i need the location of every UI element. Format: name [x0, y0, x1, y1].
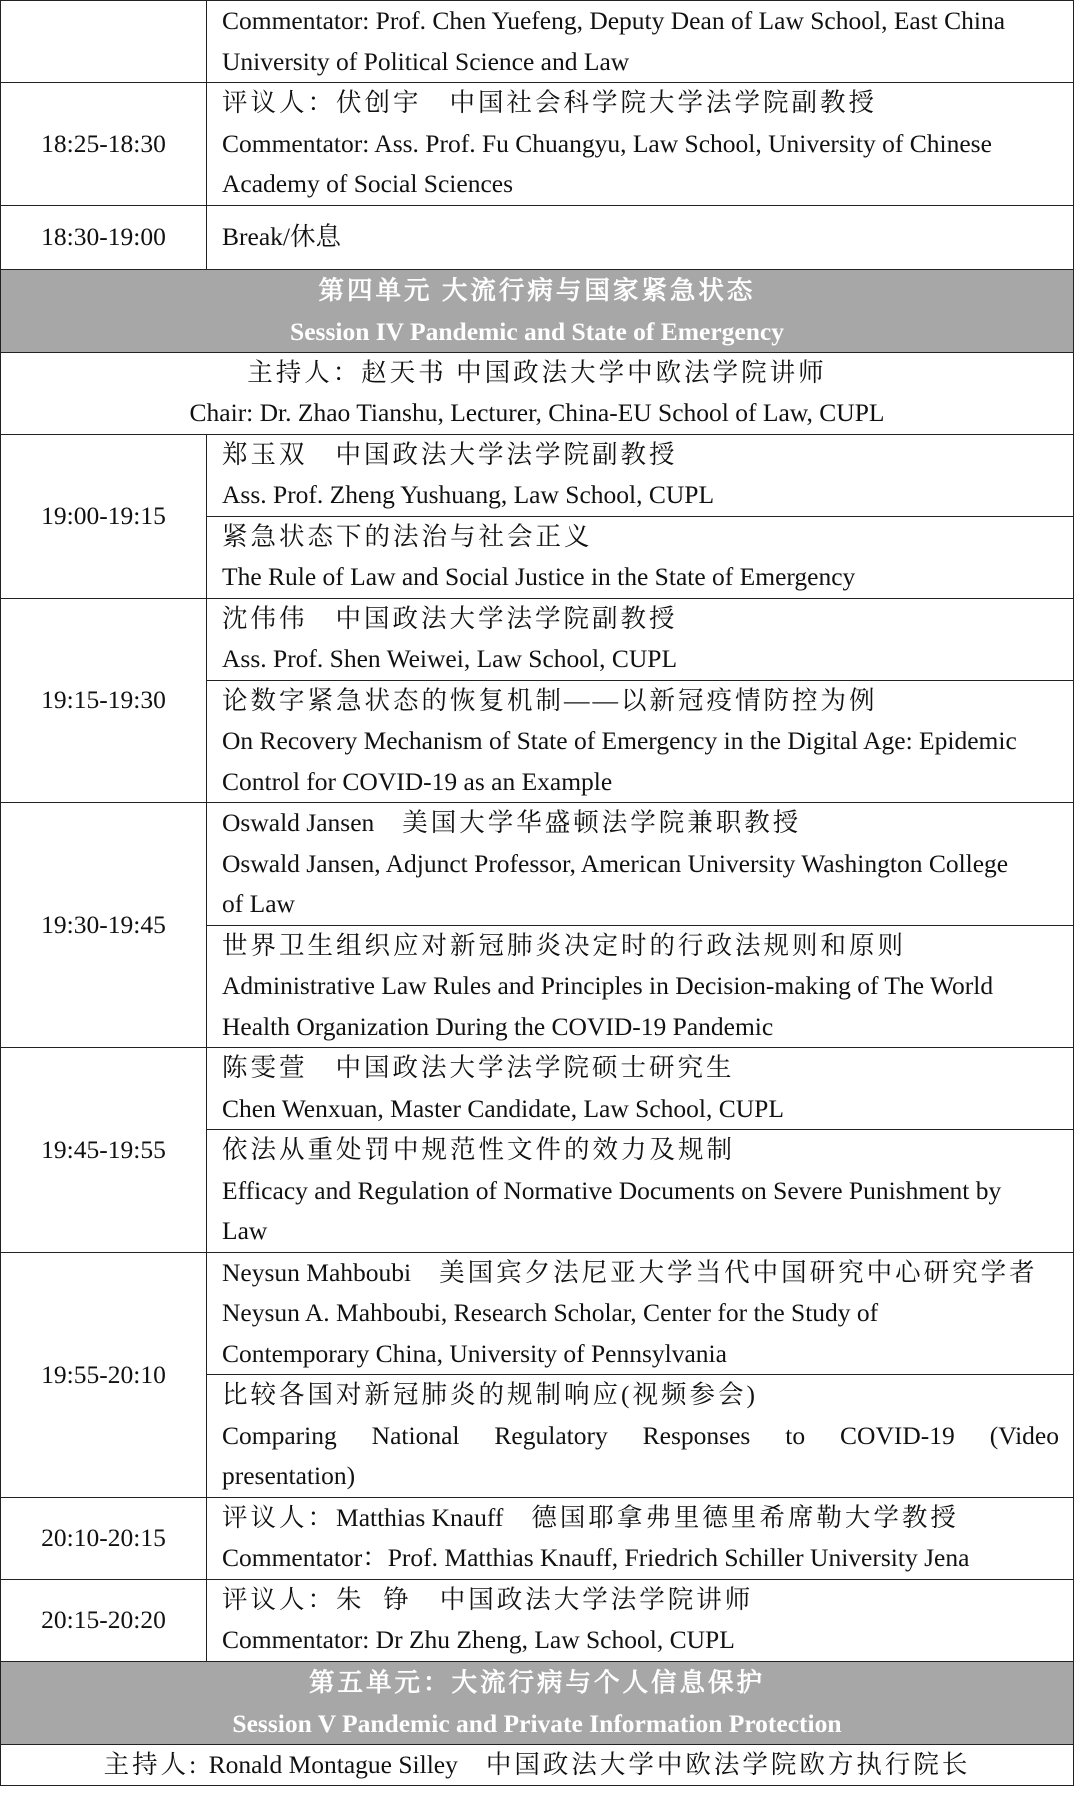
topic-en: presentation) [222, 1461, 356, 1490]
speaker-en: Chen Wenxuan, Master Candidate, Law School, CUPL [222, 1093, 784, 1123]
topic-en: Health Organization During the COVID-19 Pandemic [222, 1011, 774, 1041]
chair-cn [1, 1745, 1073, 1786]
table-row [1, 1579, 1074, 1661]
table-row [1, 598, 1074, 680]
topic-cn: 依法从重处罚中规范性文件的效力及规制 [222, 1135, 736, 1164]
commentator-en-line: Commentator: Ass. Prof. Fu Chuangyu, Law School, University of Chinese [222, 128, 992, 158]
time-cell: 19:55-20:10 [1, 1252, 207, 1497]
table-row [1, 205, 1074, 269]
time-cell [1, 1, 207, 83]
content-cell [207, 1497, 1074, 1579]
person-org: 中国政法大学法学院讲师 [439, 1584, 754, 1614]
session-header-cell [1, 1661, 1074, 1744]
commentator-en-line: Academy of Social Sciences [222, 169, 514, 198]
content-cell [207, 83, 1074, 206]
person-org: 中国政法大学法学院副教授 [335, 439, 678, 469]
role-label: 主持人: [103, 1749, 200, 1779]
time-cell: 19:30-19:45 [1, 803, 207, 1048]
person-name: Ronald Montague Silley [208, 1749, 458, 1779]
topic-cn: 论数字紧急状态的恢复机制——以新冠疫情防控为例 [222, 685, 878, 715]
time-cell: 20:15-20:20 [1, 1579, 207, 1661]
person-org: 中国政法大学法学院副教授 [335, 603, 678, 633]
commentator-cn-line [222, 83, 1059, 124]
time-cell: 18:30-19:00 [1, 205, 207, 269]
speaker-cell [207, 803, 1074, 926]
speaker-cell [207, 1048, 1074, 1130]
topic-cell [207, 1130, 1074, 1253]
speaker-cell [207, 598, 1074, 680]
topic-en: Administrative Law Rules and Principles in Decision-making of The World [222, 971, 994, 1000]
session-header [1, 269, 1074, 352]
role-label: 评议人： [222, 1502, 337, 1532]
speaker-cn [222, 803, 1059, 844]
role-label: 评议人： [222, 1584, 337, 1614]
person-org: 美国宾夕法尼亚大学当代中国研究中心研究学者 [439, 1257, 1038, 1287]
speaker-cn [222, 435, 1059, 476]
person-name: Matthias Knauff [336, 1502, 504, 1532]
person-name: 陈雯萱 [222, 1053, 308, 1082]
content-cell [207, 205, 1074, 269]
topic-cell [207, 925, 1074, 1048]
speaker-en: Ass. Prof. Zheng Yushuang, Law School, CUPL [222, 480, 715, 509]
person-org: 中国社会科学院大学法学院副教授 [449, 88, 878, 117]
topic-en: On Recovery Mechanism of State of Emergency in the Digital Age: Epidemic [222, 726, 1017, 755]
topic-en: Comparing National Regulatory Responses to COVID-19 (Video [222, 1420, 1059, 1450]
table-row [1, 83, 1074, 206]
speaker-cn [222, 599, 1059, 640]
commentator-cn-line [222, 1498, 1059, 1539]
speaker-en: Contemporary China, University of Pennsylvania [222, 1338, 727, 1368]
person-name: 沈伟伟 [222, 603, 308, 633]
chair-row [1, 352, 1074, 434]
session-header-cell [1, 269, 1074, 352]
commentator-en-line: University of Political Science and Law [222, 46, 630, 76]
speaker-en: Neysun A. Mahboubi, Research Scholar, Center for the Study of [222, 1298, 879, 1327]
time-cell: 19:00-19:15 [1, 434, 207, 598]
commentator-cn-line [222, 1580, 1059, 1621]
speaker-en: Ass. Prof. Shen Weiwei, Law School, CUPL [222, 644, 678, 673]
chair-en: Chair: Dr. Zhao Tianshu, Lecturer, China-EU School of Law, CUPL [189, 398, 885, 427]
table-row [1, 1, 1074, 83]
session-title-en: Session V Pandemic and Private Information Protection [232, 1708, 842, 1738]
person-name: Neysun Mahboubi [222, 1257, 412, 1287]
table-row [1, 803, 1074, 926]
person-org: 德国耶拿弗里德里希席勒大学教授 [531, 1502, 959, 1532]
person-org: 中国政法大学法学院硕士研究生 [335, 1053, 735, 1082]
topic-en: Efficacy and Regulation of Normative Documents on Severe Punishment by [222, 1175, 1002, 1205]
speaker-en: of Law [222, 889, 295, 918]
chair-row [1, 1744, 1074, 1786]
time-cell: 20:10-20:15 [1, 1497, 207, 1579]
break-text: Break/休息 [222, 221, 341, 251]
content-cell [207, 1579, 1074, 1661]
speaker-cn [222, 1253, 1059, 1294]
topic-en: The Rule of Law and Social Justice in the State of Emergency [222, 562, 856, 591]
speaker-cell [207, 434, 1074, 516]
time-cell: 19:15-19:30 [1, 598, 207, 803]
topic-cell [207, 516, 1074, 598]
topic-cn: 比较各国对新冠肺炎的规制响应(视频参会) [222, 1380, 758, 1409]
session-title-cn: 第四单元 大流行病与国家紧急状态 [318, 275, 756, 305]
table-row [1, 434, 1074, 516]
person-name: 郑玉双 [222, 439, 308, 469]
topic-en: Law [222, 1216, 268, 1245]
commentator-en-line: Commentator: Dr Zhu Zheng, Law School, CUPL [222, 1625, 735, 1654]
session-title-en: Session IV Pandemic and State of Emergency [290, 316, 784, 346]
chair-cell [1, 352, 1074, 434]
topic-en: Control for COVID-19 as an Example [222, 766, 613, 796]
topic-cell [207, 1375, 1074, 1498]
person-name: 伏创宇 [336, 88, 422, 117]
chair-cell [1, 1744, 1074, 1786]
speaker-en: Oswald Jansen, Adjunct Professor, American University Washington College [222, 848, 1009, 878]
commentator-en-line: Commentator：Prof. Matthias Knauff, Friedrich Schiller University Jena [222, 1543, 970, 1572]
session-title-cn: 第五单元：大流行病与个人信息保护 [308, 1667, 765, 1697]
person-name: Oswald Jansen [222, 808, 375, 837]
person-org: 美国大学华盛顿法学院兼职教授 [402, 808, 802, 837]
person-org: 中国政法大学中欧法学院欧方执行院长 [485, 1749, 971, 1779]
time-cell: 18:25-18:30 [1, 83, 207, 206]
role-label: 评议人： [222, 88, 337, 117]
time-cell: 19:45-19:55 [1, 1048, 207, 1253]
content-cell [207, 1, 1074, 83]
session-header [1, 1661, 1074, 1744]
speaker-cn [222, 1048, 1059, 1089]
table-row [1, 1252, 1074, 1375]
chair-cn: 主持人：赵天书 中国政法大学中欧法学院讲师 [247, 357, 827, 387]
person-name: 朱 铮 [336, 1584, 412, 1614]
table-row [1, 1048, 1074, 1130]
table-row [1, 1497, 1074, 1579]
commentator-en-line: Commentator: Prof. Chen Yuefeng, Deputy Dean of Law School, East China [222, 6, 1006, 35]
topic-cell [207, 680, 1074, 803]
topic-cn: 世界卫生组织应对新冠肺炎决定时的行政法规则和原则 [222, 930, 907, 960]
topic-cn: 紧急状态下的法治与社会正义 [222, 521, 593, 551]
speaker-cell [207, 1252, 1074, 1375]
